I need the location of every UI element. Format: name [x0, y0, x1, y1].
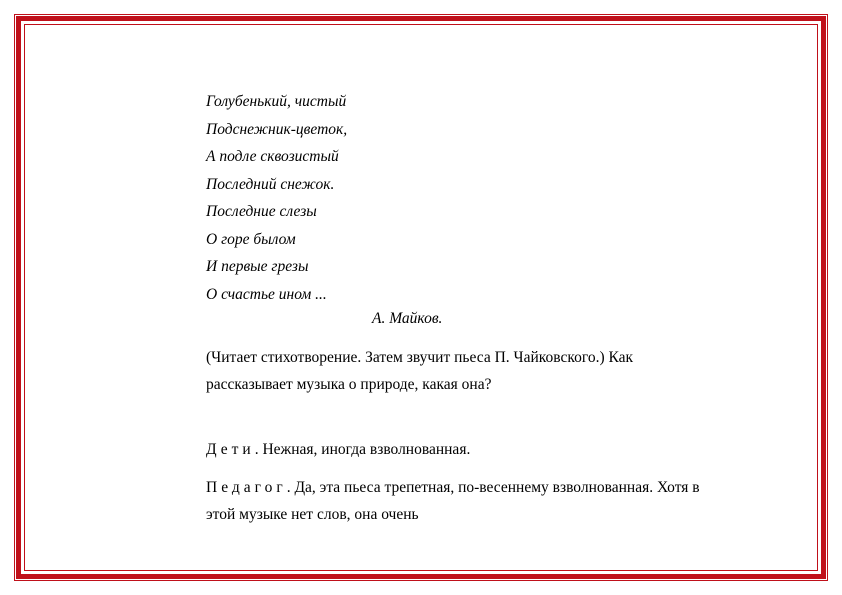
poem-line: А подле сквозистый: [206, 148, 339, 165]
paragraph-children-answer: [206, 436, 706, 463]
speaker-teacher: Педагог: [206, 479, 287, 496]
poem-author: А. Майков.: [372, 310, 443, 327]
poem-line: Последний снежок.: [206, 175, 335, 193]
poem-line: Последние слезы: [206, 203, 317, 220]
paragraph-teacher-reply: [206, 474, 706, 528]
paragraph-reading-note: (Читает стихотворение. Затем звучит пьеса П. Чайковского.) Как рассказывает музыка о природе, какая она?: [206, 349, 634, 393]
teacher-reply-text: . Да, эта пьеса трепетная, по-весеннему взволнованная. Хотя в этой музыке нет слов, она очень: [206, 479, 700, 523]
poem-line: Подснежник-цветок,: [206, 120, 348, 138]
poem-line: О горе былом: [206, 230, 296, 248]
poem-line: О счастье ином ...: [206, 285, 327, 303]
children-answer-text: . Нежная, иногда взволнованная.: [254, 441, 471, 458]
poem: [206, 88, 347, 308]
speaker-children: Дети: [206, 441, 255, 458]
poem-line: Голубенький, чистый: [206, 93, 347, 110]
poem-line: И первые грезы: [206, 258, 309, 275]
